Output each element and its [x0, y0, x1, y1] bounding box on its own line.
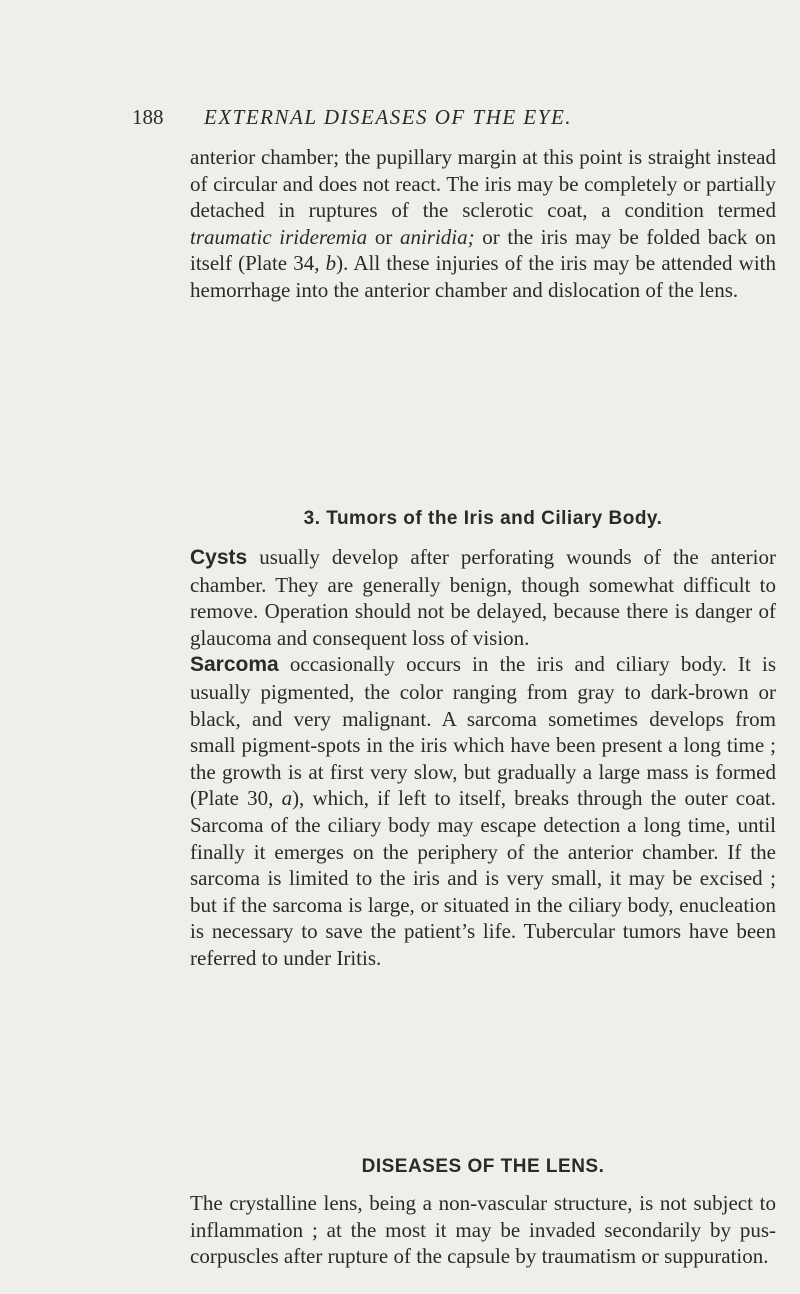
text-run: occasionally occurs in the iris and ciliary body. It is usually pigmented, the color ranging from gray to dark-brown or black, and very malignant. A sarcoma sometimes develops from small pigment-spots in the iris which have been present a long time ; the growth is at first very slow, but gradually a large mass is formed (Plate 30,	[190, 652, 776, 811]
sarcoma-term: Sarcoma	[190, 653, 279, 677]
text-run: or	[367, 224, 400, 249]
text-run: anterior chamber; the pupillary margin at this point is straight instead of circular and does not react. The iris may be completely or partially detached in ruptures of the sclerotic coat, a condition termed	[190, 145, 776, 223]
section-heading-lens: DISEASES OF THE LENS.	[361, 1156, 605, 1177]
cysts-paragraph	[190, 544, 776, 651]
text-run: usually develop after perforating wounds of the anterior chamber. They are generally benign, though somewhat difficult to remove. Operation should not be delayed, because there is danger of glaucoma and consequent loss of vision.	[190, 545, 776, 650]
running-head	[132, 100, 772, 134]
section-heading-tumors: 3. Tumors of the Iris and Ciliary Body.	[303, 508, 663, 529]
cysts-term: Cysts	[190, 546, 248, 569]
page-number: 188	[132, 105, 164, 129]
text-run: The crystalline lens, being a non-vascular structure, is not subject to inflammation ; at the most it may be invaded secondarily by pus-corpuscles after rupture of the capsule by traumatism or suppuration.	[190, 1191, 776, 1269]
running-title: EXTERNAL DISEASES OF THE EYE.	[204, 105, 573, 129]
text-run: ), which, if left to itself, breaks through the outer coat. Sarcoma of the ciliary body may escape detection a long time, until finally it emerges on the periphery of the anterior chamber. If the sarcoma is limited to the iris and is very small, it may be excised ; but if the sarcoma is large, or situated in the ciliary body, enucleation is necessary to save the patient’s life. Tubercular tumors have been referred to under Iritis.	[190, 786, 777, 970]
text-run: ). All these injuries of the iris may be attended with hemorrhage into the anterior chamber and dislocation of the lens.	[190, 251, 776, 302]
italic-term: b	[325, 251, 337, 276]
sarcoma-paragraph	[190, 651, 776, 971]
italic-term: aniridia;	[399, 224, 475, 249]
text-run: or the iris may be folded back on itself (Plate 34,	[190, 224, 777, 276]
tumors-section-body	[190, 544, 776, 972]
continuation-paragraph	[190, 144, 776, 304]
lens-paragraph	[190, 1190, 776, 1270]
italic-term: a	[281, 786, 293, 811]
italic-term: traumatic irideremia	[190, 224, 368, 249]
